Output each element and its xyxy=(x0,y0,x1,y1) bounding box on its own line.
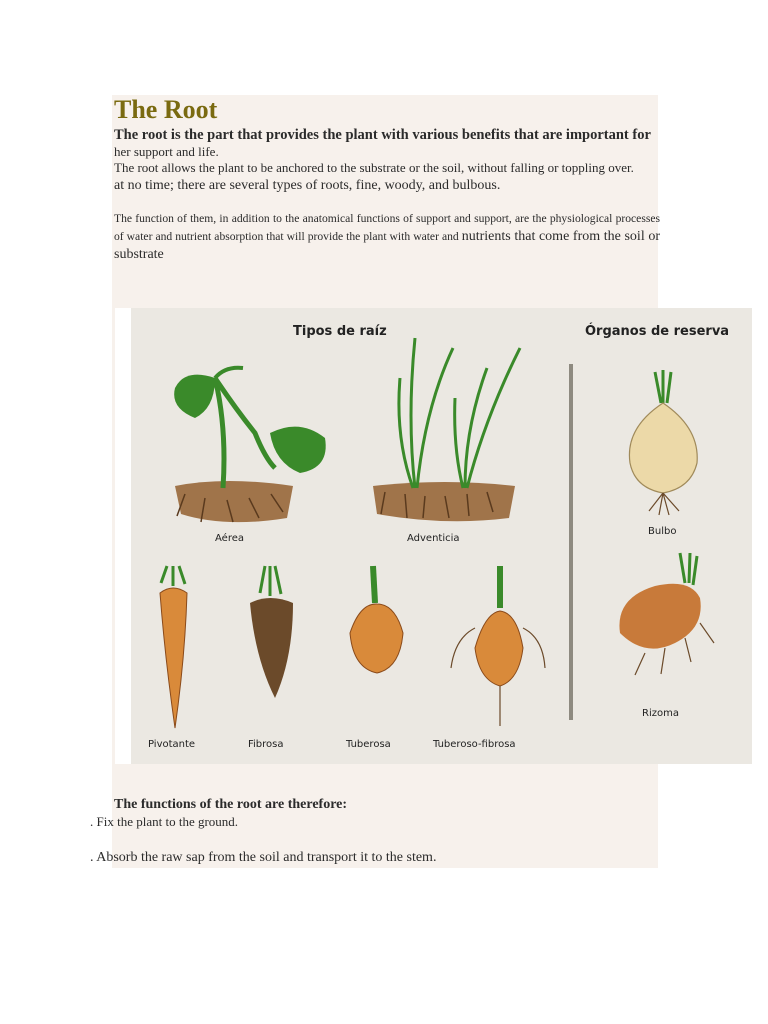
tuberoso-fibrosa-illustration xyxy=(451,566,545,726)
lead-sentence: The root is the part that provides the plant with various benefits that are important for xyxy=(114,127,651,143)
pivotante-illustration xyxy=(160,566,187,728)
function-item-1: . Fix the plant to the ground. xyxy=(90,814,239,829)
body-line-2: The root allows the plant to be anchored to the substrate or the soil, without falling or toppling over. xyxy=(114,160,634,175)
figure-heading-root-types: Tipos de raíz xyxy=(293,324,387,339)
aerea-illustration xyxy=(174,368,326,522)
adventicia-illustration xyxy=(373,338,520,521)
label-aerea: Aérea xyxy=(215,533,244,544)
label-bulbo: Bulbo xyxy=(648,526,677,537)
paragraph-tail: nutrients that come from the soil or substrate xyxy=(114,229,660,262)
bulbo-illustration xyxy=(629,370,697,515)
functions-heading: The functions of the root are therefore: xyxy=(114,797,348,812)
function-paragraph xyxy=(114,210,660,264)
label-adventicia: Adventicia xyxy=(407,533,460,544)
label-tuberosa: Tuberosa xyxy=(346,739,391,750)
label-pivotante: Pivotante xyxy=(148,739,196,750)
article-body xyxy=(114,95,660,264)
function-item-2: . Absorb the raw sap from the soil and transport it to the stem. xyxy=(90,850,437,865)
body-line-3: at no time; there are several types of roots, fine, woody, and bulbous. xyxy=(114,178,501,193)
body-line-1: her support and life. xyxy=(114,144,219,159)
rizoma-illustration xyxy=(619,553,714,675)
paragraph-text: The function of them, in addition to the anatomical functions of support and support, are the physiological processes of water and nutrient absorption that will provide the plant with water and xyxy=(114,212,660,243)
root-types-figure xyxy=(115,308,752,764)
page-title: The Root xyxy=(114,95,218,124)
figure-divider xyxy=(569,364,573,720)
fibrosa-illustration xyxy=(250,566,293,698)
label-fibrosa: Fibrosa xyxy=(248,739,284,750)
label-rizoma: Rizoma xyxy=(642,708,679,719)
tuberosa-illustration xyxy=(350,566,403,673)
label-tuberoso-fibrosa: Tuberoso-fibrosa xyxy=(433,739,516,750)
figure-heading-reserve-organs: Órganos de reserva xyxy=(585,324,730,339)
